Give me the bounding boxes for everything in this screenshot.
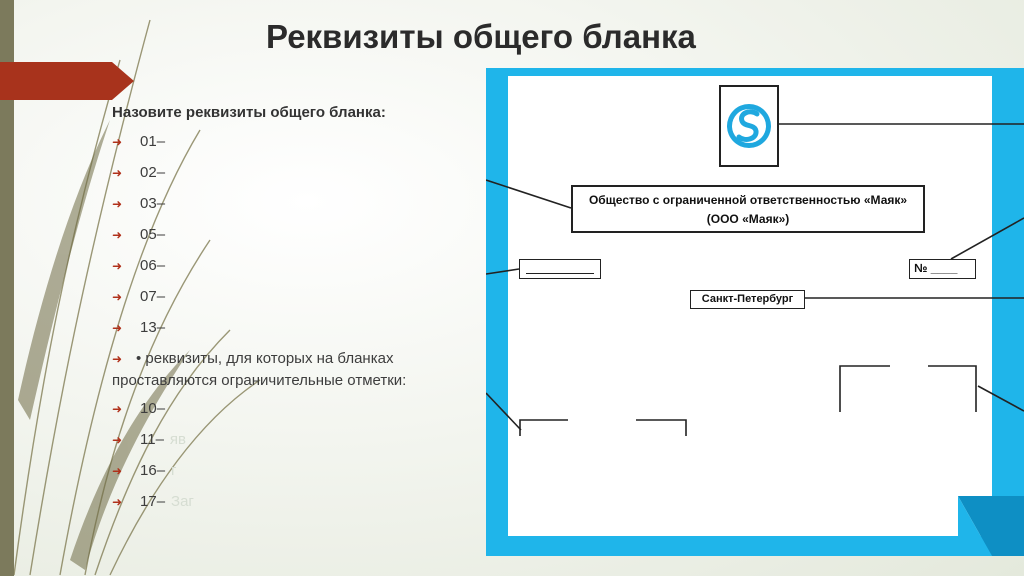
requisite-dash: – — [156, 226, 166, 243]
list-item — [112, 131, 482, 162]
arrow-bullet-icon: ➜ — [112, 433, 123, 447]
requisite-code: 10 — [140, 400, 157, 417]
requisite-list-top — [112, 131, 482, 348]
list-item — [112, 162, 482, 193]
requisite-code: 13 — [140, 319, 157, 336]
requisite-code: 07 — [140, 288, 157, 305]
requisite-code: 01 — [140, 133, 157, 150]
requisite-dash: – — [156, 288, 166, 305]
restriction-paragraph — [112, 348, 482, 392]
requisite-code: 16 — [140, 462, 157, 479]
requisite-dash: – — [156, 257, 166, 274]
arrow-bullet-icon: ➜ — [112, 135, 123, 149]
faint-hint-text: яв — [169, 431, 187, 448]
requisite-code: 05 — [140, 226, 157, 243]
requisite-dash: – — [156, 462, 166, 479]
org-short-name: (ООО «Маяк») — [706, 212, 790, 226]
list-item — [112, 286, 482, 317]
requisite-code: 17 — [140, 493, 157, 510]
organization-name-box — [571, 185, 925, 233]
requisite-code: 11 — [140, 431, 156, 448]
requisite-code: 03 — [140, 195, 157, 212]
requisite-dash: – — [156, 400, 166, 417]
list-item — [112, 460, 482, 491]
faint-hint-text: Заг — [171, 493, 194, 510]
arrow-bullet-icon: ➜ — [112, 166, 123, 180]
list-item — [112, 429, 482, 460]
requisite-dash: – — [156, 195, 166, 212]
requisite-dash: – — [155, 431, 164, 448]
title-arrow-tab — [0, 62, 134, 100]
requisite-code: 06 — [140, 257, 157, 274]
list-item — [112, 193, 482, 224]
faint-hint-text: г — [171, 462, 177, 479]
question-text-block — [112, 104, 482, 522]
date-field — [519, 259, 601, 279]
requisite-code: 02 — [140, 164, 157, 181]
arrow-bullet-icon: ➜ — [112, 228, 123, 242]
requisite-dash: – — [156, 164, 166, 181]
arrow-bullet-icon: ➜ — [112, 464, 123, 478]
arrow-bullet-icon: ➜ — [112, 402, 123, 416]
list-item — [112, 491, 482, 522]
requisite-list-bottom — [112, 398, 482, 522]
city-field: Санкт-Петербург — [690, 290, 805, 309]
arrow-bullet-icon: ➜ — [112, 197, 123, 211]
requisite-dash: – — [156, 133, 166, 150]
registration-number-field: № ____ — [909, 259, 976, 279]
arrow-bullet-icon: ➜ — [112, 495, 123, 509]
org-full-name: Общество с ограниченной ответственностью «Маяк» — [588, 193, 908, 207]
company-logo-icon — [719, 85, 779, 167]
list-item — [112, 255, 482, 286]
arrow-bullet-icon: ➜ — [112, 290, 123, 304]
list-item — [112, 398, 482, 429]
arrow-bullet-icon: ➜ — [112, 259, 123, 273]
question-heading: Назовите реквизиты общего бланка: — [112, 104, 386, 121]
arrow-bullet-icon: ➜ — [112, 321, 123, 335]
page-title: Реквизиты общего бланка — [266, 18, 696, 55]
list-item — [112, 317, 482, 348]
list-item — [112, 224, 482, 255]
paragraph-text: • реквизиты, для которых на бланках проставляются ограничительные отметки: — [112, 350, 407, 389]
requisite-dash: – — [156, 493, 166, 510]
arrow-bullet-icon: ➜ — [112, 352, 123, 366]
requisite-dash: – — [156, 319, 166, 336]
